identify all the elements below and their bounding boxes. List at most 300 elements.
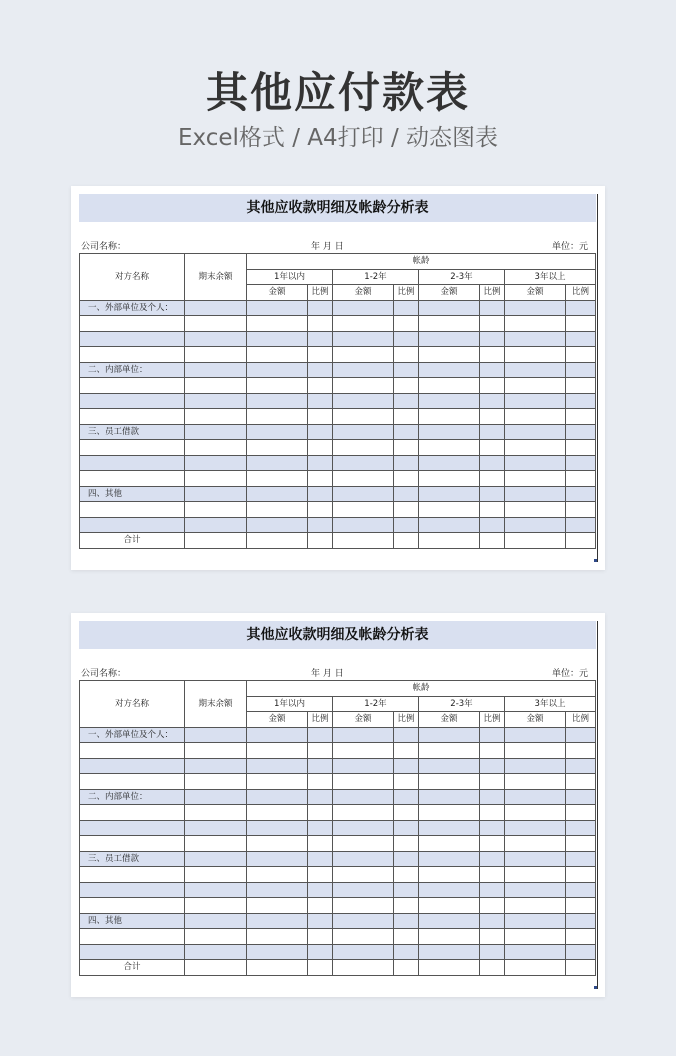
data-cell[interactable] [394,300,419,316]
data-cell[interactable] [333,393,394,409]
row-label-cell[interactable]: 四、其他 [80,486,185,502]
data-cell[interactable] [394,929,419,945]
data-cell[interactable] [185,960,247,976]
data-cell[interactable] [185,867,247,883]
data-cell[interactable] [333,409,394,425]
data-cell[interactable] [394,486,419,502]
data-cell[interactable] [308,743,333,759]
data-cell[interactable] [566,929,596,945]
data-cell[interactable] [185,316,247,332]
data-cell[interactable] [394,758,419,774]
data-cell[interactable] [185,851,247,867]
data-cell[interactable] [505,471,566,487]
data-cell[interactable] [308,727,333,743]
data-cell[interactable] [419,882,480,898]
data-cell[interactable] [185,929,247,945]
data-cell[interactable] [308,774,333,790]
data-cell[interactable] [480,758,505,774]
row-label-cell[interactable] [80,898,185,914]
data-cell[interactable] [394,789,419,805]
data-cell[interactable] [480,789,505,805]
data-cell[interactable] [247,393,308,409]
data-cell[interactable] [505,409,566,425]
data-cell[interactable] [419,409,480,425]
data-cell[interactable] [185,898,247,914]
data-cell[interactable] [308,758,333,774]
data-cell[interactable] [185,944,247,960]
row-label-cell[interactable]: 二、内部单位： [80,789,185,805]
data-cell[interactable] [505,440,566,456]
data-cell[interactable] [419,929,480,945]
data-cell[interactable] [247,502,308,518]
data-cell[interactable] [247,882,308,898]
data-cell[interactable] [419,502,480,518]
data-cell[interactable] [505,517,566,533]
data-cell[interactable] [185,882,247,898]
data-cell[interactable] [394,533,419,549]
data-cell[interactable] [419,851,480,867]
data-cell[interactable] [247,455,308,471]
data-cell[interactable] [566,960,596,976]
data-cell[interactable] [308,913,333,929]
data-cell[interactable] [333,929,394,945]
data-cell[interactable] [185,409,247,425]
data-cell[interactable] [185,440,247,456]
data-cell[interactable] [333,471,394,487]
data-cell[interactable] [247,316,308,332]
row-label-cell[interactable] [80,316,185,332]
data-cell[interactable] [480,517,505,533]
data-cell[interactable] [247,409,308,425]
data-cell[interactable] [505,898,566,914]
data-cell[interactable] [419,362,480,378]
row-label-cell[interactable] [80,743,185,759]
data-cell[interactable] [394,393,419,409]
data-cell[interactable] [419,774,480,790]
data-cell[interactable] [185,455,247,471]
data-cell[interactable] [505,455,566,471]
data-cell[interactable] [480,486,505,502]
data-cell[interactable] [308,867,333,883]
data-cell[interactable] [480,929,505,945]
data-cell[interactable] [333,486,394,502]
data-cell[interactable] [394,409,419,425]
data-cell[interactable] [247,929,308,945]
data-cell[interactable] [505,913,566,929]
data-cell[interactable] [308,898,333,914]
data-cell[interactable] [505,362,566,378]
data-cell[interactable] [419,378,480,394]
data-cell[interactable] [308,805,333,821]
row-label-cell[interactable] [80,820,185,836]
row-label-cell[interactable] [80,393,185,409]
data-cell[interactable] [419,758,480,774]
data-cell[interactable] [185,502,247,518]
row-label-cell[interactable] [80,805,185,821]
data-cell[interactable] [566,300,596,316]
data-cell[interactable] [394,502,419,518]
data-cell[interactable] [185,743,247,759]
data-cell[interactable] [333,789,394,805]
data-cell[interactable] [419,836,480,852]
data-cell[interactable] [505,960,566,976]
data-cell[interactable] [566,882,596,898]
data-cell[interactable] [480,393,505,409]
data-cell[interactable] [308,393,333,409]
data-cell[interactable] [480,378,505,394]
data-cell[interactable] [566,851,596,867]
data-cell[interactable] [566,378,596,394]
data-cell[interactable] [308,882,333,898]
data-cell[interactable] [505,331,566,347]
data-cell[interactable] [505,347,566,363]
data-cell[interactable] [480,743,505,759]
data-cell[interactable] [308,409,333,425]
data-cell[interactable] [394,424,419,440]
data-cell[interactable] [185,836,247,852]
data-cell[interactable] [394,898,419,914]
data-cell[interactable] [566,805,596,821]
data-cell[interactable] [247,331,308,347]
row-label-cell[interactable] [80,455,185,471]
data-cell[interactable] [505,805,566,821]
data-cell[interactable] [185,486,247,502]
data-cell[interactable] [333,913,394,929]
data-cell[interactable] [566,316,596,332]
data-cell[interactable] [566,867,596,883]
data-cell[interactable] [419,424,480,440]
row-label-cell[interactable]: 一、外部单位及个人： [80,727,185,743]
data-cell[interactable] [247,789,308,805]
data-cell[interactable] [394,517,419,533]
data-cell[interactable] [185,471,247,487]
row-label-cell[interactable] [80,774,185,790]
data-cell[interactable] [333,851,394,867]
data-cell[interactable] [505,743,566,759]
data-cell[interactable] [333,944,394,960]
data-cell[interactable] [480,533,505,549]
data-cell[interactable] [505,424,566,440]
data-cell[interactable] [394,347,419,363]
data-cell[interactable] [505,929,566,945]
data-cell[interactable] [185,300,247,316]
data-cell[interactable] [185,789,247,805]
data-cell[interactable] [247,743,308,759]
data-cell[interactable] [419,331,480,347]
data-cell[interactable] [247,960,308,976]
data-cell[interactable] [333,836,394,852]
data-cell[interactable] [308,502,333,518]
data-cell[interactable] [480,944,505,960]
row-label-cell[interactable] [80,347,185,363]
data-cell[interactable] [333,378,394,394]
data-cell[interactable] [566,517,596,533]
data-cell[interactable] [566,424,596,440]
data-cell[interactable] [505,316,566,332]
data-cell[interactable] [419,486,480,502]
data-cell[interactable] [419,727,480,743]
data-cell[interactable] [480,913,505,929]
data-cell[interactable] [333,758,394,774]
data-cell[interactable] [333,743,394,759]
data-cell[interactable] [480,300,505,316]
row-label-cell[interactable] [80,409,185,425]
data-cell[interactable] [505,789,566,805]
data-cell[interactable] [505,378,566,394]
data-cell[interactable] [394,851,419,867]
data-cell[interactable] [566,362,596,378]
data-cell[interactable] [185,331,247,347]
data-cell[interactable] [566,409,596,425]
data-cell[interactable] [333,517,394,533]
data-cell[interactable] [333,882,394,898]
data-cell[interactable] [480,409,505,425]
data-cell[interactable] [505,774,566,790]
row-label-cell[interactable] [80,882,185,898]
data-cell[interactable] [505,502,566,518]
data-cell[interactable] [333,316,394,332]
row-label-cell[interactable]: 三、员工借款 [80,424,185,440]
data-cell[interactable] [480,867,505,883]
data-cell[interactable] [185,774,247,790]
row-label-cell[interactable]: 二、内部单位： [80,362,185,378]
data-cell[interactable] [247,898,308,914]
data-cell[interactable] [185,378,247,394]
data-cell[interactable] [480,882,505,898]
data-cell[interactable] [566,393,596,409]
data-cell[interactable] [566,898,596,914]
row-label-cell[interactable] [80,836,185,852]
data-cell[interactable] [333,898,394,914]
data-cell[interactable] [308,820,333,836]
data-cell[interactable] [394,727,419,743]
row-label-cell[interactable] [80,331,185,347]
data-cell[interactable] [505,393,566,409]
data-cell[interactable] [505,300,566,316]
data-cell[interactable] [247,913,308,929]
data-cell[interactable] [566,727,596,743]
data-cell[interactable] [185,820,247,836]
data-cell[interactable] [480,805,505,821]
data-cell[interactable] [333,727,394,743]
data-cell[interactable] [333,440,394,456]
data-cell[interactable] [419,316,480,332]
data-cell[interactable] [419,867,480,883]
data-cell[interactable] [566,743,596,759]
data-cell[interactable] [505,727,566,743]
data-cell[interactable] [247,440,308,456]
data-cell[interactable] [566,331,596,347]
data-cell[interactable] [480,440,505,456]
data-cell[interactable] [480,362,505,378]
data-cell[interactable] [394,836,419,852]
data-cell[interactable] [247,805,308,821]
data-cell[interactable] [394,378,419,394]
data-cell[interactable] [185,727,247,743]
data-cell[interactable] [308,486,333,502]
row-label-cell[interactable] [80,929,185,945]
data-cell[interactable] [247,347,308,363]
data-cell[interactable] [394,805,419,821]
data-cell[interactable] [185,424,247,440]
data-cell[interactable] [419,517,480,533]
data-cell[interactable] [505,867,566,883]
data-cell[interactable] [419,789,480,805]
data-cell[interactable] [333,960,394,976]
data-cell[interactable] [566,471,596,487]
data-cell[interactable] [566,774,596,790]
row-label-cell[interactable] [80,502,185,518]
data-cell[interactable] [394,820,419,836]
data-cell[interactable] [308,517,333,533]
data-cell[interactable] [247,944,308,960]
data-cell[interactable] [333,362,394,378]
data-cell[interactable] [480,836,505,852]
data-cell[interactable] [480,471,505,487]
row-label-cell[interactable] [80,944,185,960]
data-cell[interactable] [480,774,505,790]
data-cell[interactable] [566,944,596,960]
data-cell[interactable] [308,851,333,867]
data-cell[interactable] [419,743,480,759]
data-cell[interactable] [333,774,394,790]
data-cell[interactable] [333,533,394,549]
data-cell[interactable] [394,913,419,929]
data-cell[interactable] [505,836,566,852]
row-label-cell[interactable] [80,440,185,456]
data-cell[interactable] [247,758,308,774]
data-cell[interactable] [505,820,566,836]
row-label-cell[interactable] [80,471,185,487]
data-cell[interactable] [566,455,596,471]
data-cell[interactable] [333,820,394,836]
row-label-cell[interactable] [80,867,185,883]
data-cell[interactable] [480,455,505,471]
data-cell[interactable] [394,743,419,759]
data-cell[interactable] [566,789,596,805]
data-cell[interactable] [247,774,308,790]
data-cell[interactable] [333,805,394,821]
data-cell[interactable] [394,440,419,456]
data-cell[interactable] [308,944,333,960]
data-cell[interactable] [419,393,480,409]
data-cell[interactable] [566,758,596,774]
data-cell[interactable] [394,455,419,471]
data-cell[interactable] [308,362,333,378]
data-cell[interactable] [185,347,247,363]
data-cell[interactable] [247,300,308,316]
data-cell[interactable] [505,882,566,898]
data-cell[interactable] [419,300,480,316]
data-cell[interactable] [308,378,333,394]
data-cell[interactable] [185,533,247,549]
data-cell[interactable] [333,300,394,316]
data-cell[interactable] [419,898,480,914]
data-cell[interactable] [394,960,419,976]
data-cell[interactable] [247,533,308,549]
data-cell[interactable] [185,517,247,533]
data-cell[interactable] [308,300,333,316]
data-cell[interactable] [505,486,566,502]
data-cell[interactable] [308,331,333,347]
data-cell[interactable] [480,851,505,867]
data-cell[interactable] [480,331,505,347]
data-cell[interactable] [185,362,247,378]
data-cell[interactable] [394,331,419,347]
data-cell[interactable] [247,424,308,440]
data-cell[interactable] [505,851,566,867]
data-cell[interactable] [185,758,247,774]
data-cell[interactable] [308,929,333,945]
data-cell[interactable] [505,944,566,960]
data-cell[interactable] [308,316,333,332]
data-cell[interactable] [247,517,308,533]
data-cell[interactable] [419,455,480,471]
data-cell[interactable] [247,727,308,743]
data-cell[interactable] [333,424,394,440]
row-label-cell[interactable]: 一、外部单位及个人： [80,300,185,316]
row-label-cell[interactable]: 四、其他 [80,913,185,929]
data-cell[interactable] [566,440,596,456]
data-cell[interactable] [419,960,480,976]
data-cell[interactable] [247,362,308,378]
data-cell[interactable] [480,898,505,914]
data-cell[interactable] [247,836,308,852]
data-cell[interactable] [308,471,333,487]
data-cell[interactable] [308,789,333,805]
data-cell[interactable] [308,347,333,363]
row-label-cell[interactable] [80,378,185,394]
data-cell[interactable] [247,851,308,867]
row-label-cell[interactable]: 合计 [80,960,185,976]
data-cell[interactable] [566,486,596,502]
data-cell[interactable] [394,882,419,898]
data-cell[interactable] [480,316,505,332]
data-cell[interactable] [566,347,596,363]
data-cell[interactable] [185,913,247,929]
data-cell[interactable] [419,440,480,456]
data-cell[interactable] [480,347,505,363]
row-label-cell[interactable]: 合计 [80,533,185,549]
data-cell[interactable] [566,533,596,549]
data-cell[interactable] [419,820,480,836]
row-label-cell[interactable] [80,517,185,533]
data-cell[interactable] [247,378,308,394]
data-cell[interactable] [480,960,505,976]
row-label-cell[interactable]: 三、员工借款 [80,851,185,867]
data-cell[interactable] [308,960,333,976]
data-cell[interactable] [505,533,566,549]
data-cell[interactable] [185,805,247,821]
data-cell[interactable] [566,836,596,852]
data-cell[interactable] [419,805,480,821]
data-cell[interactable] [308,440,333,456]
data-cell[interactable] [247,867,308,883]
data-cell[interactable] [419,471,480,487]
data-cell[interactable] [480,727,505,743]
data-cell[interactable] [333,867,394,883]
data-cell[interactable] [308,424,333,440]
data-cell[interactable] [419,533,480,549]
data-cell[interactable] [394,362,419,378]
data-cell[interactable] [247,471,308,487]
data-cell[interactable] [333,455,394,471]
data-cell[interactable] [419,944,480,960]
data-cell[interactable] [394,471,419,487]
data-cell[interactable] [333,331,394,347]
data-cell[interactable] [480,820,505,836]
data-cell[interactable] [333,502,394,518]
